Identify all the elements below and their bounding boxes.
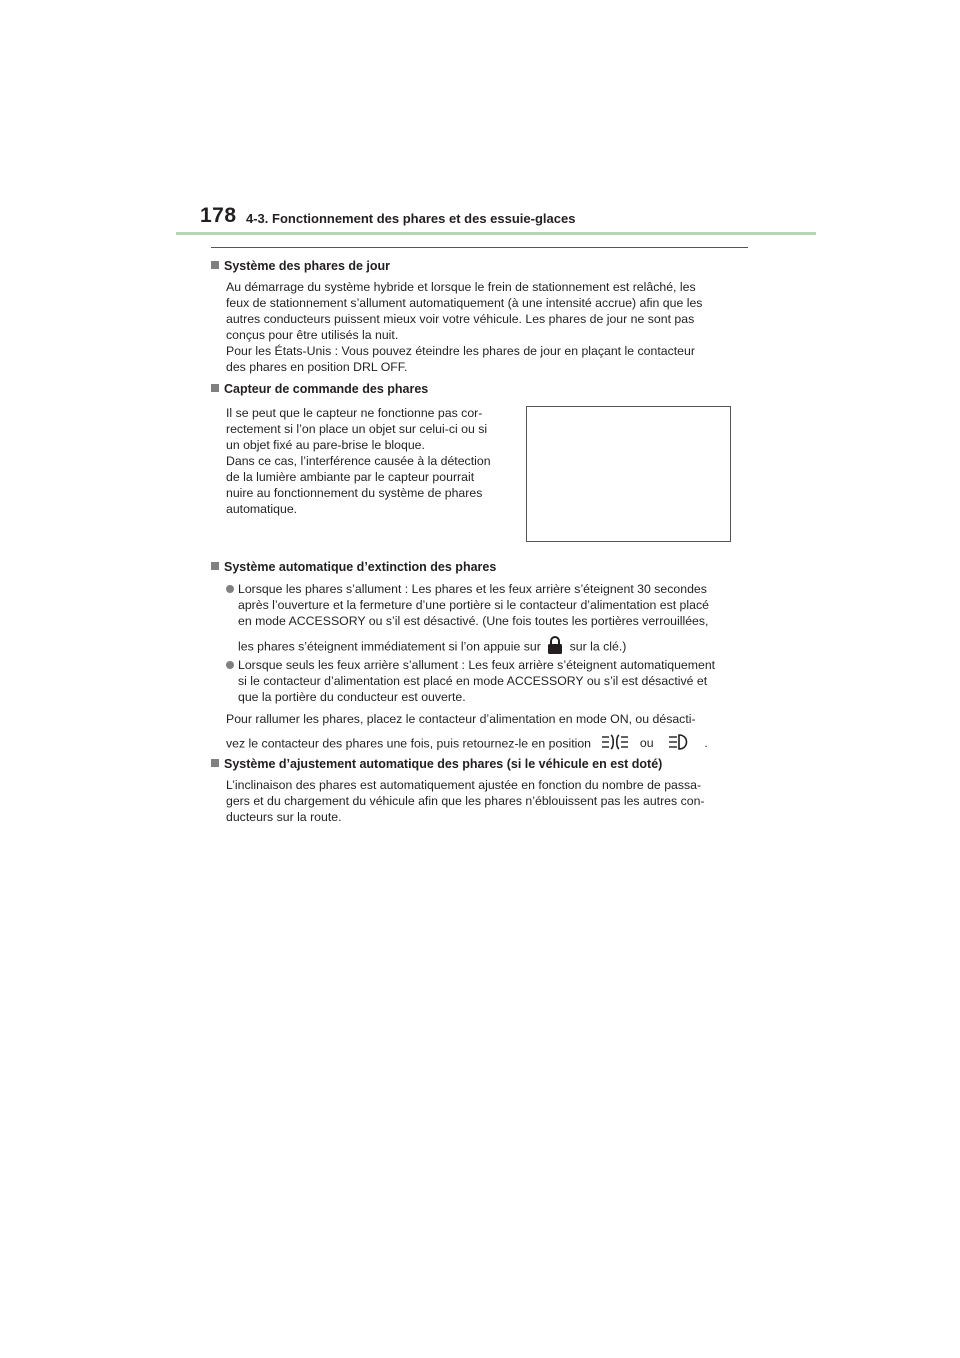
text-line: Au démarrage du système hybride et lorsque le frein de stationnement est relâché, les bbox=[226, 280, 696, 294]
text-line: Lorsque les phares s’allument : Les phares et les feux arrière s’éteignent 30 secondes bbox=[238, 582, 707, 596]
sensor-illustration bbox=[526, 406, 731, 542]
page-header bbox=[0, 0, 960, 240]
text-fragment: les phares s’éteignent immédiatement si l’on appuie sur bbox=[238, 639, 541, 654]
text-line: un objet fixé au pare-brise le bloque. bbox=[226, 438, 425, 452]
headlamp-icon bbox=[667, 733, 693, 755]
text-line: en mode ACCESSORY ou s’il est désactivé. (Une fois toutes les portières verrouillées, bbox=[238, 614, 709, 628]
text-line: des phares en position DRL OFF. bbox=[226, 360, 408, 374]
text-line: gers et du chargement du véhicule afin que les phares n’éblouissent pas les autres con- bbox=[226, 794, 705, 808]
text-line-with-icons bbox=[226, 733, 748, 755]
header-rule bbox=[176, 232, 816, 235]
bullet-item-headlights bbox=[226, 581, 748, 654]
square-bullet-icon bbox=[211, 759, 219, 767]
parking-lamp-icon bbox=[600, 733, 630, 755]
paragraph-sensor bbox=[226, 405, 508, 517]
lock-icon bbox=[544, 635, 566, 659]
bullet-text bbox=[238, 657, 748, 705]
round-bullet-icon bbox=[226, 585, 234, 593]
round-bullet-icon bbox=[226, 661, 234, 669]
square-bullet-icon bbox=[211, 384, 219, 392]
heading-auto-off bbox=[211, 560, 496, 574]
heading-leveling bbox=[211, 757, 662, 771]
text-line: autres conducteurs puissent mieux voir votre véhicule. Les phares de jour ne sont pas bbox=[226, 312, 695, 326]
paragraph-leveling bbox=[226, 777, 748, 825]
heading-auto-off-text: Système automatique d’extinction des phares bbox=[224, 560, 497, 574]
heading-leveling-text: Système d’ajustement automatique des phares (si le véhicule en est doté) bbox=[224, 757, 663, 771]
square-bullet-icon bbox=[211, 562, 219, 570]
text-line: ducteurs sur la route. bbox=[226, 810, 342, 824]
text-line: Pour les États-Unis : Vous pouvez éteindre les phares de jour en plaçant le contacteur bbox=[226, 344, 695, 358]
text-fragment: vez le contacteur des phares une fois, puis retournez-le en position bbox=[226, 736, 592, 751]
text-line: si le contacteur d’alimentation est placé en mode ACCESSORY ou s’il est désactivé et bbox=[238, 674, 708, 688]
content-rule bbox=[211, 247, 748, 248]
text-line: Pour rallumer les phares, placez le contacteur d’alimentation en mode ON, ou désacti- bbox=[226, 712, 696, 726]
text-line: conçus pour être utilisés la nuit. bbox=[226, 328, 399, 342]
text-fragment: ou bbox=[639, 736, 654, 751]
text-line: Lorsque seuls les feux arrière s’allument : Les feux arrière s’éteignent automatiquement bbox=[238, 658, 716, 672]
text-fragment: . bbox=[704, 736, 708, 751]
heading-sensor bbox=[211, 382, 428, 396]
heading-drl-text: Système des phares de jour bbox=[224, 259, 391, 273]
text-line: nuire au fonctionnement du système de phares bbox=[226, 486, 483, 500]
text-line: automatique. bbox=[226, 502, 298, 516]
text-line: de la lumière ambiante par le capteur pourrait bbox=[226, 470, 475, 484]
text-line: feux de stationnement s’allument automatiquement (à une intensité accrue) afin que les bbox=[226, 296, 703, 310]
text-line: Dans ce cas, l’interférence causée à la détection bbox=[226, 454, 491, 468]
text-line: Il se peut que le capteur ne fonctionne pas cor- bbox=[226, 406, 483, 420]
text-line: L’inclinaison des phares est automatiquement ajustée en fonction du nombre de passa- bbox=[226, 778, 702, 792]
section-title: 4-3. Fonctionnement des phares et des essuie-glaces bbox=[246, 211, 576, 226]
text-line: après l’ouverture et la fermeture d’une portière si le contacteur d’alimentation est placé bbox=[238, 598, 709, 612]
square-bullet-icon bbox=[211, 261, 219, 269]
heading-drl bbox=[211, 259, 390, 273]
paragraph-relight bbox=[226, 711, 748, 755]
text-fragment: sur la clé.) bbox=[569, 639, 627, 654]
text-line-with-icon bbox=[238, 635, 748, 659]
text-line: rectement si l’on place un objet sur celui-ci ou si bbox=[226, 422, 488, 436]
page-number: 178 bbox=[200, 204, 237, 227]
paragraph-drl bbox=[226, 279, 748, 375]
heading-sensor-text: Capteur de commande des phares bbox=[224, 382, 429, 396]
bullet-item-tail-lights bbox=[226, 657, 748, 709]
bullet-text bbox=[238, 581, 748, 659]
text-line: que la portière du conducteur est ouverte. bbox=[238, 690, 466, 704]
